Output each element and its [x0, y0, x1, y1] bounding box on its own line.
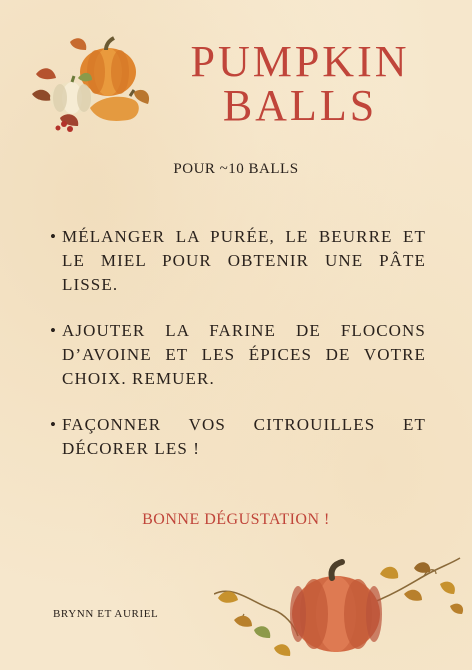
recipe-title-line-1: PUMPKIN — [190, 37, 410, 86]
bullet-icon: • — [50, 415, 58, 434]
recipe-steps — [50, 225, 426, 461]
bullet-icon: • — [50, 227, 58, 246]
recipe-step — [50, 225, 426, 297]
recipe-step — [50, 413, 426, 461]
portion-yield: POUR ~10 BALLS — [173, 161, 299, 177]
step-text: AJOUTER LA FARINE DE FLOCONS D’AVOINE ET LES ÉPICES DE VOTRE CHOIX. REMUER. — [62, 321, 426, 388]
closing-message: BONNE DÉGUSTATION ! — [142, 511, 330, 528]
bullet-icon: • — [50, 321, 58, 340]
step-text: MÉLANGER LA PURÉE, LE BEURRE ET LE MIEL POUR OBTENIR UNE PÂTE LISSE. — [62, 227, 426, 294]
authors-credit: BRYNN ET AURIEL — [53, 608, 159, 620]
pumpkin-cluster-illustration — [30, 34, 156, 138]
step-text: FAÇONNER VOS CITROUILLES ET DÉCORER LES ! — [62, 415, 426, 458]
recipe-step — [50, 319, 426, 391]
pumpkin-vine-illustration — [214, 554, 468, 666]
recipe-title-line-2: BALLS — [222, 81, 378, 130]
